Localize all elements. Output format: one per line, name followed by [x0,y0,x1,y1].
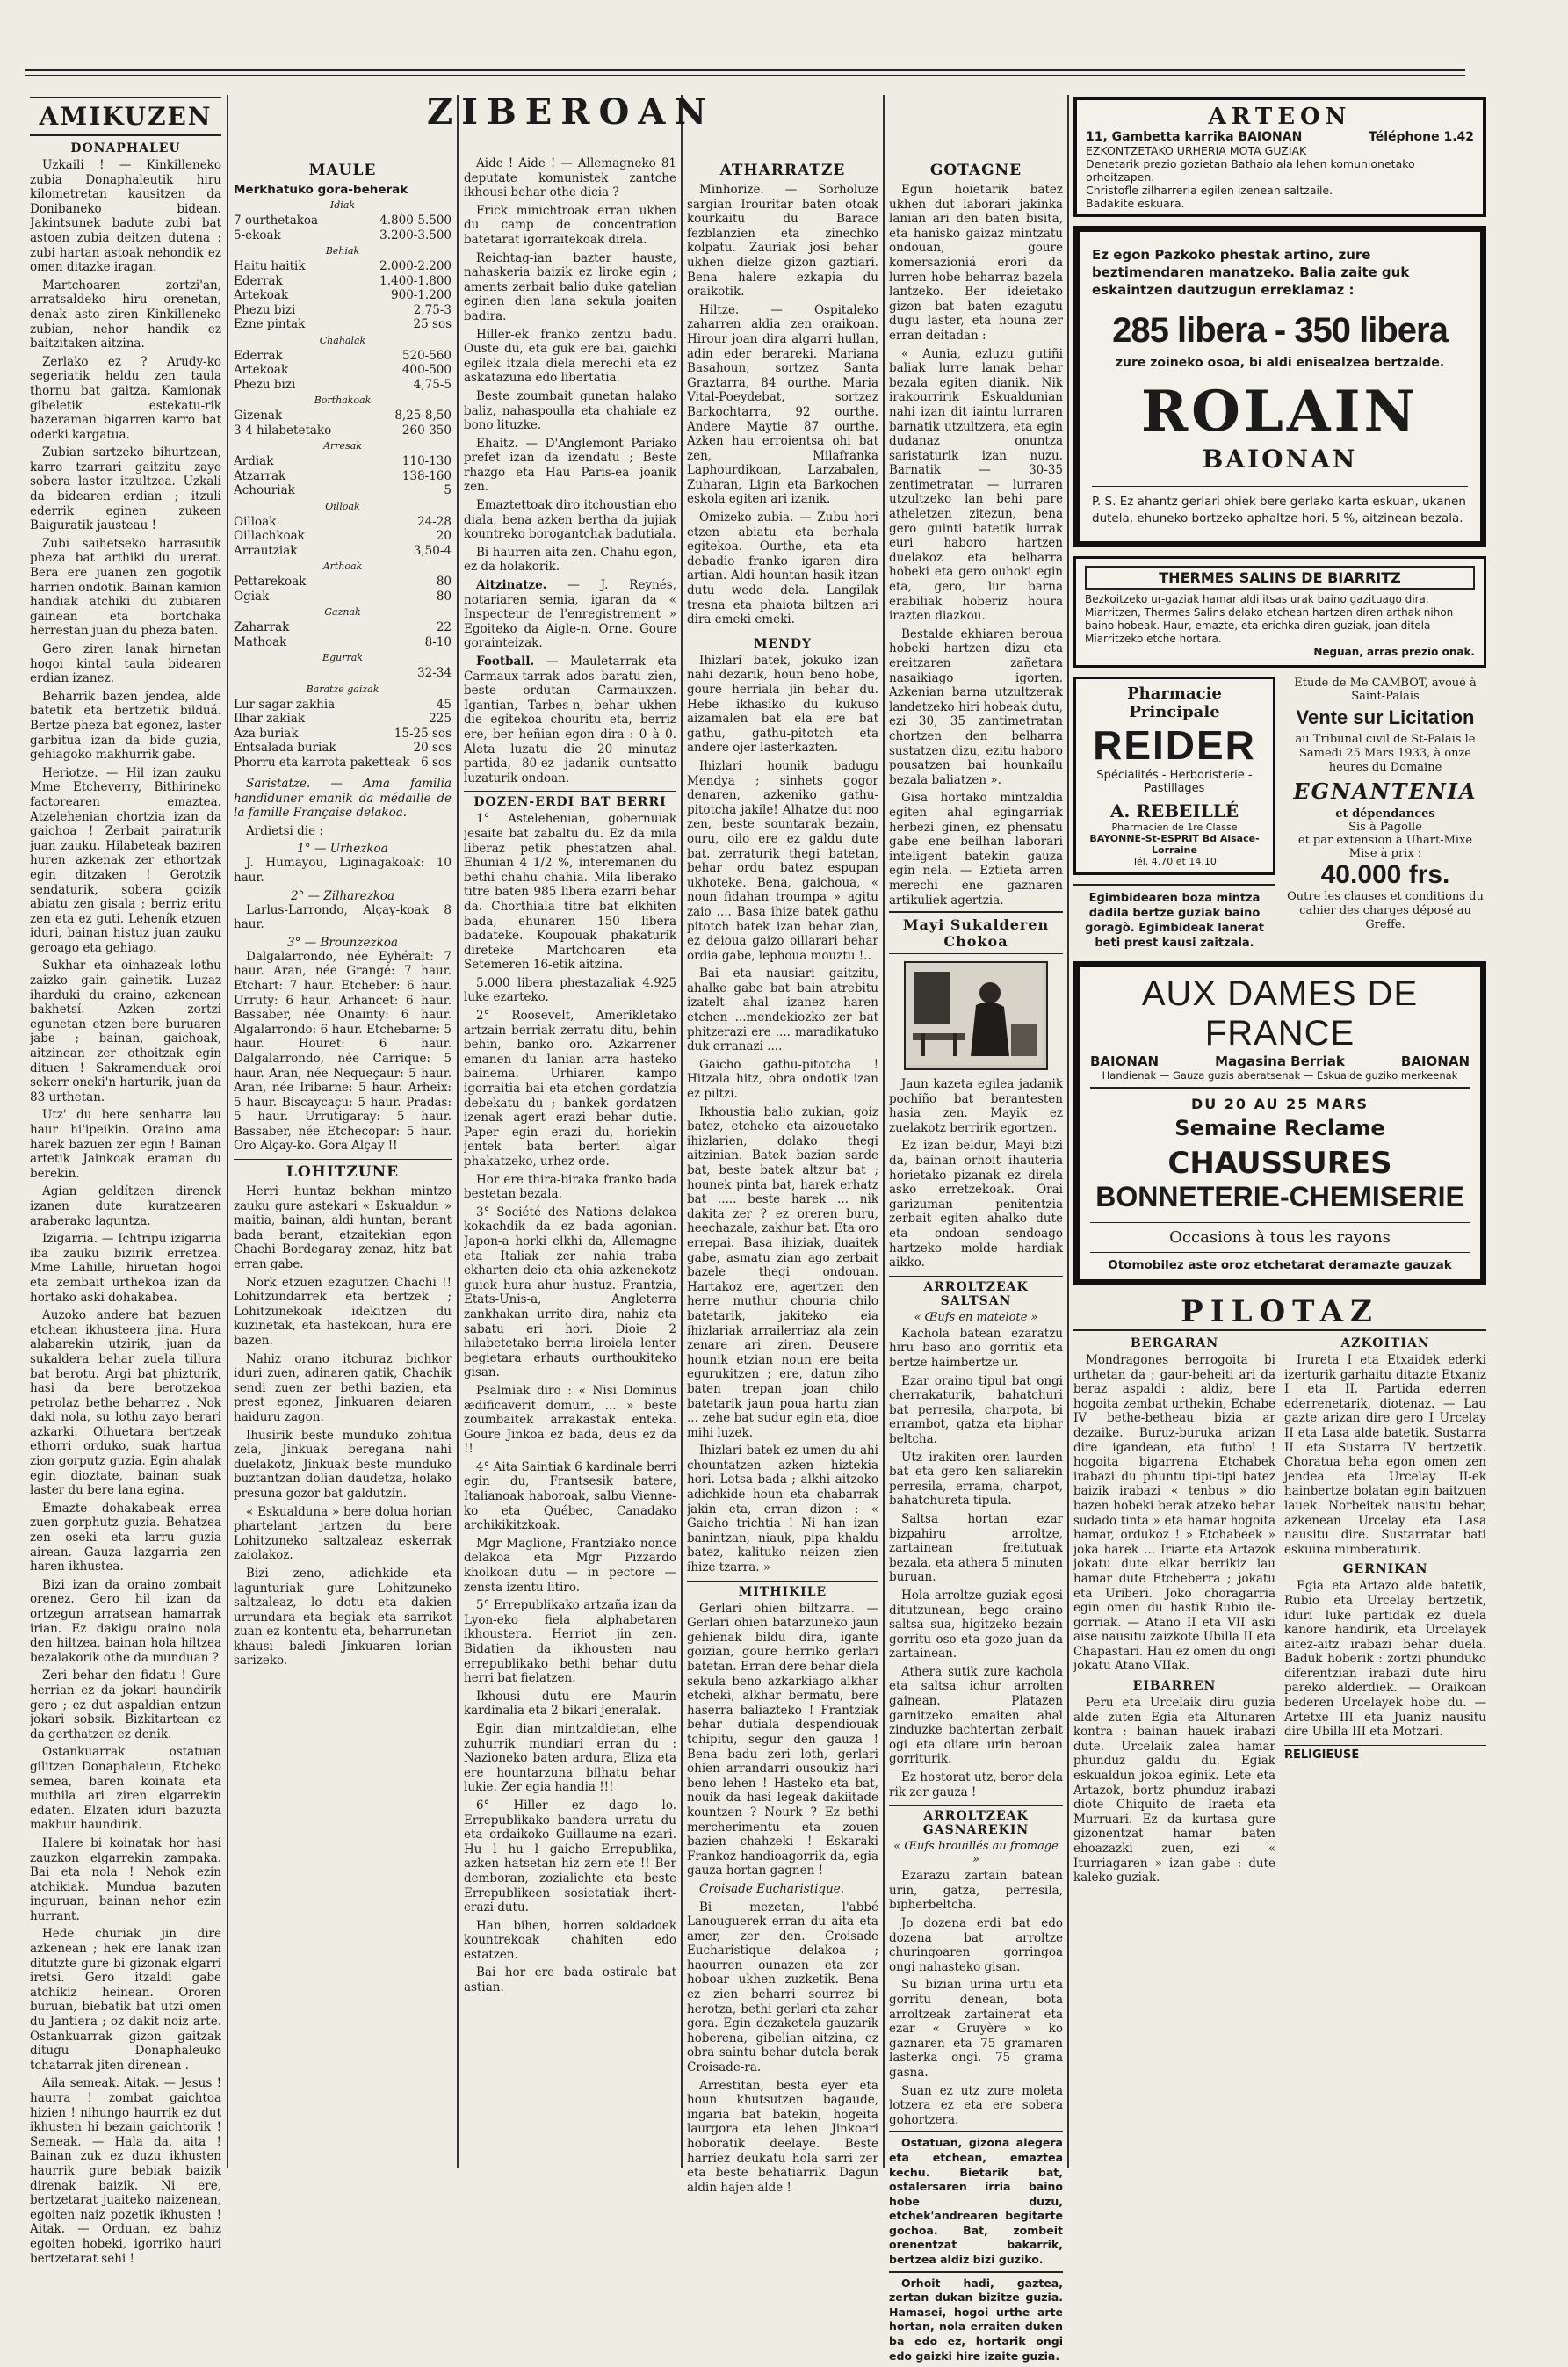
ad-dames-dates: DU 20 AU 25 MARS [1190,1096,1369,1112]
paragraph: Aide ! Aide ! — Allemagneko 81 deputate komunistek zantche ikhousi behar othe dicia ? [464,156,676,200]
paragraph: Bi mezetan, l'abbé Lanouguerek erran du aita eta amer, zer den. Croisade Eucharistique delakoa ; haourren ounazen eta zer hoboar ukhen zuzketik. Bena ez zien beharri sourrez bi herotza, bethi gerlari eta zahar gora. Egin dezaketela gauzarik hoberena, gibelian aitzina, ez obra saintu behar dutela berak Croisade-ra. [687,1900,878,2075]
paragraph: Halere bi koinatak hor hasi zauzkon elgarrekin zampaka. Bai eta nola ! Nehok ezin atchikiak. Mundua bazuten inguruan, bainan nehor ezin hurrant. [30,1835,221,1923]
market-price: 80 [436,575,452,589]
ad-dames-shoes: CHAUSSURES [1167,1146,1392,1181]
paragraph: Agian geldítzen direnek izanen dute kuratzearen araberako laguntza. [30,1184,221,1228]
paragraph: Egia eta Artazo alde batetik, Rubio eta Urcelay bertzetik, iduri luke partidak ez duela kanore handirik, eta Urcelayek aitez-aitz irabazi behar duela. Baduk hoberik : zortzi phunduko diferentzian irabazi dute hiru pareko alderdiek. — Oraikoan bederen Urcelayek hobe du. — Artetxe III eta Juaniz nausitu dire Ubilla III eta Motzari. [1284,1579,1486,1740]
market-item: Lur sagar zakhia [234,697,336,712]
paragraph: Bestalde ekhiaren beroua hobeki hartzen dizu eta ereitzaren zañetara nasaikiago igorten. Azkenian barna utzultzerak landetzeko hiri hobeak dutu, ezi 30, 35 zantimetratan chortzen den belharra sustatzen dizu, ezitu haboro pousatzen bai hounkailu bezala baliatzen ». [889,626,1063,787]
market-price: 22 [436,620,452,634]
subsection-azkoitian: AZKOITIAN [1340,1336,1430,1350]
ad-dames-moto: Otomobilez aste oroz etchetarat deramazte gauzak [1108,1258,1452,1272]
market-price: 3.200-3.500 [379,228,452,242]
paragraph: Egin dian mintzaldietan, elhe zuhurrik mundiari erran du : Nazioneko baten ardura, Eliza eta ere hountarzuna bilhatu behar lukie. Zer egia handia !!! [464,1721,676,1795]
ad-arteon [1073,97,1486,217]
market-price: 25 sos [413,317,452,331]
ad-rolain-sub: zure zoineko osoa, bi aldi enisealzea bertzalde. [1115,356,1445,370]
market-price: 1.400-1.800 [379,273,452,288]
paragraph: 5° Errepublikako artzaña izan da Lyon-eko fiela alphabetaren ikhoustera. Herriot jin zen. Bidatien da ikhousten nau errepublikako bethi behar dutu herri bat fielatzen. [464,1598,676,1686]
ad-arteon-line: Badakite eskuara. [1086,197,1185,210]
ad-arteon-street: 11, Gambetta karrika BAIONAN [1086,130,1303,144]
ad-arteon-title: ARTEON [1208,104,1352,130]
paragraph: Irureta I eta Etxaidek ederki izerturik garhaitu ditazte Etxaniz I eta II. Partida ederren ederrenetarik, diotenaz. — Lau gazte arizan dire gero I Urcelay II eta Lasa alde batetik, Sustarra II eta Sustarra IV bertzetik. Choratua beha egon omen zen jendea eta Urcelay II-ek hainbertze bolatan egin baitzuen lauek. Norbeitek nausitu behar, azkenean Urcelay eta Lasa nausitu dire. Sustarratar bati eskuina mimberaturik. [1284,1353,1486,1557]
market-item: Achouriak [234,483,295,497]
section-title-ziberoan: ZIBEROAN [427,91,715,133]
prize-title: 1° — Urhezkoa [297,842,388,857]
paragraph: Bi haurren aita zen. Chahu egon, ez da holakorik. [464,545,676,575]
ad-reider-owner: A. REBEILLÉ [1109,800,1239,822]
paragraph: Jo dozena erdi bat edo dozena bat arroltze churingoaren gorringoa ongi nahasteko gisan. [889,1916,1063,1974]
market-item: Phezu bizi [234,302,296,317]
market-row [234,303,452,318]
ad-licitation-line: Etude de Me CAMBOT, avoué à Saint-Palais [1294,677,1477,703]
market-item: Atzarrak [234,468,286,483]
market-item: Oilloak [234,514,277,529]
market-row [234,698,452,713]
market-price: 80 [436,589,452,604]
paragraph: Hor ere thira-biraka franko bada bestetan bezala. [464,1172,676,1202]
paragraph: Gisa hortako mintzaldia egiten ahal egingarriak herbezi ginen, ez phensatu gabe ene beilhan laborari inteligent batekin gauza egin nela. — Eztieta arren merechi ene gaznaren artikuliek agertzia. [889,791,1063,908]
ad-left-stack [1073,677,1275,951]
paragraph: Gaicho gathu-pitotcha ! Hitzala hitz, obra ondotik izan ez piltzi. [687,1057,878,1102]
market-item: Ardiak [234,454,274,468]
market-item: Haitu haitik [234,259,306,273]
market-price: 24-28 [417,514,452,529]
paragraph: Jaun kazeta egilea jadanik pochiño bat berantesten hasia zen. Mayik ez zuelakotz berririk egortzen. [889,1077,1063,1135]
column-rule [681,95,683,2168]
market-row [234,409,452,423]
paragraph: Hola arroltze guziak egosi ditutzunean, bego oraino saltsa sua, higitzeko bezain gorritu oso eta gozo juan da zartainean. [889,1588,1063,1661]
paragraph: Ez izan beldur, Mayi bizi da, bainan orhoit ihauteria horietako pizanak ez direla asko erretzekoak. Orai garizuman penitentzia zerbait egiten ahalko dute eta ondoan sendoago hartzeko molde hardiak aikko. [889,1139,1063,1270]
subsection-mithikile: MITHIKILE [687,1581,878,1599]
market-row [234,529,452,544]
paragraph-lead: Croisade Eucharistique. [699,1881,845,1896]
column-rule [883,95,885,2168]
ad-arteon-line: Christofle zilharreria egilen izenean saltzaile. [1086,184,1333,197]
market-price: 5 [444,483,452,497]
paragraph: Egun hoietarik batez ukhen dut laborari jakinka lanian ari den baten bisita, eta hanisko gaizaz mintzatu ondouan, goure komersazioniá erori da lurren hobe beharraz bazela lantzeko. Ber ideietako gizon bat baten ezagutu dugu laster, eta houna zer erran deitadan : [889,183,1063,343]
column-rule [1067,95,1069,2168]
paragraph: Emazte dohakabeak errea zuen gorphutz guzia. Behatzea zen oseki eta larru guzia airean. Gauza lazgarria zen haren ikhustea. [30,1501,221,1574]
market-section-title: Arresak [323,440,362,452]
market-row [234,635,452,650]
market-section-title: Arthoak [322,561,363,572]
paragraph: Athera sutik zure kachola eta saltsa ichur arrolten gainean. Platazen garnitzeko emaiten ahal zinduzke bachtertan zerbait ogi eta oliare urin beroan gorriturik. [889,1664,1063,1767]
ad-reider [1073,677,1275,875]
kitchen-illustration [904,961,1048,1070]
market-item: Artekoak [234,288,289,302]
market-section-title: Gaznak [324,606,361,618]
ad-rolain-ps: P. S. Ez ahantz gerlari ohiek bere gerlako karta eskuan, ukanen dutela, ehuneko bortzeko aphaltze hori, 5 %, aitzinean bezala. [1092,486,1468,527]
recipe-subtitle: « Œufs brouillés au fromage » [893,1840,1059,1867]
paragraph: Ikhoustia balio zukian, goiz batez, etcheko eta aizouetako ihizlarien, dolako thegi aitzinian. Batek bazian sarde bat, beste batek altzur bat ; hounek pinta bat, harek erhatz bat ..... beste harek ... nik dakita zer ? ez oreren buru, heechazale, zakhur bat. Eta oro errepai. Basa ihiziak, duaitek gabe, asmatu zian ago zerbait bazele thegi ondouan. Hartakoz ere, agertzen den herre muthur chouria chilo batetarik, jakiteko eia ihizlariak arrailerriaz ala zein zenare ari ziren. Deusere hounik etzian noun ere beita egurukitzen ; ere, datun ziho baten trepan joan chilo batetarik jaun poua hartu zian ... zehe bat sudur egin eta, dioe mihi luzek. [687,1104,878,1440]
pilotaz-col [1073,1331,1275,1889]
paragraph: Hiller-ek franko zentzu badu. Ouste du, eta guk ere bai, gaichki egilek itzala diela merechi eta ez askatazuna edo libertatia. [464,327,676,386]
ad-licitation-line: Outre les clauses et conditions du cahier des charges déposé au Greffe. [1287,890,1484,931]
market-section-title: Borthakoak [314,394,372,406]
market-row [234,317,452,332]
paragraph-lead: Aitzinatze. [476,578,547,593]
market-price: 2,75-3 [413,302,452,317]
ad-thermes-title: THERMES SALINS DE BIARRITZ [1085,566,1475,590]
paragraph: 2° Roosevelt, Amerikletako artzain berriak zerratu ditu, behin behin, banko oro. Azkarrener emanen du lanian arra hasteko bainema. Urhiaren kampo igorraitia bai eta etchen gordatzia debekatu du ; bankek gordatzen izenak agert erazi behar dutie. Paper egin erazi du, horiekin jentek bata berteri algar phakatzeko, urhez orde. [464,1009,676,1169]
paragraph: Psalmiak diro : « Nisi Dominus ædificaverit domum, ... » beste zoumbaitek arrakastak enteka. Goure Jinkoa ez bada, deus ez da !! [464,1383,676,1457]
ad-dames-shop: Magasina Berriak [1215,1053,1345,1069]
ad-egimbide: Egimbidearen boza mintza dadila bertze guziak baino goragò. Egimbideak lanerat beti prest kausi zaitzala. [1073,884,1275,951]
paragraph: Emaztettoak diro itchoustian eho diala, bena azken bertha da jujiak kountreko borogantchak badutiala. [464,498,676,542]
market-row [234,378,452,393]
paragraph: Ihizlari batek ez umen du ahi chountatzen azken hiztekia hori. Lotsa bada ; alkhi aitzoko adichkide houn eta chabarrak jakin eta, erran dizon : « Gaicho trichtia ! Ni han izan banintzan, niauk, pipa khaldu batez, kalituko neizen zien ihize tzarra. » [687,1444,878,1575]
paragraph: Ostankuarrak ostatuan gilitzen Donaphaleun, Etcheko semea, baren koinata eta muthila ari ziren elgarrekin edaten. Elzaten iduri bazuzta makhur haundirik. [30,1745,221,1833]
market-price: 260-350 [401,423,452,438]
market-item: Ogiak [234,589,270,604]
ad-arteon-line: EZKONTZETAKO URHERIA MOTA GUZIAK [1086,144,1307,157]
paragraph: Minhorize. — Sorholuze sargian Irouritar baten otoak kourkaitu du Barace fezblanzien eta zinechko kolpatu. Zauriak josi behar ukhen dielze gizon gaztiari. Bena halere ezkapia du oraikotik. [687,183,878,300]
market-section-title: Oilloak [325,500,360,512]
paragraph: « Aunia, ezluzu gutiñi baliak lurre lanak behar bezala egiten dianik. Nik irakourririk Eskualdunian nahi izan dit iaintu lurraren barnatik utzultzera, eta egin dudanaz onuntza saristaturik izan nuzu. Barnatik — 30-35 zentimetratan — lurraren utzultzeko lan behi pare atheletzen zitezun, bena gero guinti batetik lurrak euri haboro hartzen duelakoz eta belharra hobeki eta gero ouhoki egin eta, gero, lur barna erabiliak hoberiz houra irazten diazkou. [889,346,1063,624]
recipe-subtitle: « Œufs en matelote » [914,1310,1038,1324]
paragraph: 5.000 libera phestazaliak 4.925 luke ezarteko. [464,975,676,1005]
market-section-title: Behiak [325,245,360,257]
market-row [234,469,452,484]
ad-reider-name: REIDER [1093,722,1256,768]
market-price: 900-1.200 [391,288,452,302]
subsection-eibarren: EIBARREN [1132,1679,1217,1694]
ad-reider-line: Tél. 4.70 et 14.10 [1132,856,1217,867]
paragraph: 3° Société des Nations delakoa kokachdik da ez bada agonian. Japon-a horki elkhi da, Allemagne eta Italiak zer nahia traba ekharten deio eta ohia azkenekotz guiek hura ahur hustuz. Frantzia, Etats-Unis-a, Angleterra zankhakan urrito dira, nahiz eta sabatu eri hori. Dioie 2 hilabetetako berria liroiela lenter begietara erhauts ourthoukiteko gisan. [464,1205,676,1380]
market-price: 2.000-2.200 [379,259,452,273]
market-item: Zaharrak [234,620,290,634]
market-price: 138-160 [401,468,452,483]
section-title-amikuzen: AMIKUZEN [30,97,221,136]
ad-dames-bonn: BONNETERIE-CHEMISERIE [1095,1181,1464,1212]
market-item: Artekoak [234,363,289,377]
ad-row [1073,677,1486,951]
market-price: 15-25 sos [394,726,452,741]
ad-arteon-phone: Téléphone 1.42 [1369,130,1474,144]
market-price: 6 sos [421,755,452,770]
paragraph: Auzoko andere bat bazuen etchean ikhusteera jina. Hura alabarekin utzirik, juan da sukaldera behar zuela tillura bat berotu. Argi bat phizturik, hasi da bere berotzekoa petrolaz bethe beharrez . Nok daki nola, su lothu zayo berari azkarki. Oihuetara bertzeak ethorri orduko, suak hartua zion gorputz guzia. Egin ahalak egin dioztate, bainan suak laster du bere lana egina. [30,1308,221,1498]
subsection-donaphaleu: DONAPHALEU [70,141,181,156]
market-price: 4,75-5 [413,377,452,392]
ad-reider-line: Pharmacie Principale [1127,684,1222,721]
paragraph: Zerlako ez ? Arudy-ko segeriatik heldu zen taula thornu bat gaitza. Kamionak gibeletik estekatu-rik bazeraman bigarren karro bat oderki kargatua. [30,354,221,442]
market-row [234,454,452,469]
paragraph: Dalgalarrondo, née Eyhéralt: 7 haur. Aran, née Grangé: 7 haur. Etchart: 7 haur. Etcheber: 6 haur. Urruty: 6 haur. Arhancet: 6 haur. Bassaber, née Onainty: 6 haur. Algalarrondo: 6 haur. Etchebarne: 5 haur. Houret: 6 haur. Dalgalarrondo, née Carrique: 5 haur. Aran, née Nequeçaur: 5 haur. Aran, née Iribarne: 5 haur. Arheix: 5 haur. Biscaycaçu: 5 haur. Pradas: 5 haur. Urrutigaray: 5 haur. Bassaber, née Etchecopar: 5 haur. Oro Alçay-ko. Gora Alçay !! [234,949,452,1154]
paragraph: Ezarazu zartain batean urin, gatza, perresila, bipherbeltcha. [889,1869,1063,1913]
paragraph: Ardietsi die : [246,823,323,838]
paragraph: Utz' du bere senharra lau haur hi'ipeikin. Oraino ama harek bazuen zer egin ! Bainan artetik Jainkoak eraman du berekin. [30,1108,221,1181]
subsection-bergaran: BERGARAN [1130,1336,1219,1350]
ad-rolain-city: BAIONAN [1202,445,1358,474]
paragraph: Beste zoumbait gunetan halako baliz, nahaspoulla eta chahiale ez bono lituzke. [464,388,676,433]
paragraph: Zubian sartzeko bihurtzean, karro tzarrari gaitzitu zayo sobera laster itzultzea. Uzkali da bidearen erdian ; itzuli ederrik eginen zukeen Baiguratik jausteau ! [30,445,221,533]
market-row [234,288,452,303]
paragraph: Ihusirik beste munduko zohitua zela, Jinkuak beregana nahi duelakotz, Jinkuak beste munduko buztantzan dolian daudetza, holako presuna gozor bat galdutzin. [234,1428,452,1501]
ad-dames-week: Semaine Reclame [1174,1116,1385,1140]
market-row [234,259,452,274]
market-price: 4.800-5.500 [379,214,452,228]
market-item: Phorru eta karrota paketteak [234,755,410,770]
market-title: Merkhatuko gora-beherak [234,183,408,197]
paragraph: Ez hostorat utz, beror dela rik zer gauza ! [889,1770,1063,1799]
column-rule [227,95,228,2168]
market-row [234,423,452,438]
market-item: Ederrak [234,273,283,288]
market-row [234,349,452,364]
ad-rolain-brand: ROLAIN [1140,379,1420,445]
market-row [234,712,452,727]
paragraph: Zubi saihetseko harrasutik pheza bat arthiki du urerat. Bera ere juanen zen gogotik harrien ondotik. Bainan kamion handiak atchiki du zubiaren gainean eta bortchaka herrestan juan du pheza baten. [30,536,221,639]
market-row [234,575,452,590]
paragraph: Frick minichtroak erran ukhen du camp de concentration batetarat igorraitekoak direla. [464,203,676,247]
prize-title: 3° — Brounzezkoa [287,935,398,950]
top-rule-thin [25,75,1465,76]
paragraph: Ikhousi dutu ere Maurin kardinalia eta 2 bikari jeneralak. [464,1689,676,1719]
market-item: 5-ekoak [234,228,281,242]
paragraph [464,655,676,785]
paragraph: Omizeko zubia. — Zubu hori etzen abiatu eta berhala egitekoa. Ourthe, eta eta debadio franko igaren dira artian. Aldi hountan hasik itzan dutu wedo dela. Langilak tresna eta phaiota biltzen ari dira emeki emeki. [687,510,878,627]
paragraph: Aila semeak. Aitak. — Jesus ! haurra ! zombat gaichtoa hizien ! nihungo haurrik ez dut ikhusten hi bezain gaichtorik ! Semeak. — Hala da, aita ! Bainan zuk ez duzu ikhusten haurrik gure bebiak baizik direnak baizik. Ni ere, bertzetarat juaiteko naizenean, egoiten naiz pozetik ikhusten ! Aitak. — Orduan, ez bahiz egoiten hobeki, igorriko hauri bertzetarat sehi ! [30,2076,221,2266]
market-section-title: Chahalak [319,334,366,346]
paragraph: Ihizlari hounik badugu Mendya ; sinhets gogor denaren, azkeniko gathu-pitotcha jakile! Alhatze dut noo zen, beste sountarak bezain, ouru, oilo ere ez galdu dute bat. zerraturik thegi batetan, behar ordu batez espupan ukhoteke. Bena, gaichoua, « noun fidahan troumpa » agitu zaio .... Basa ihize batek gathu pitotch batek izan behar zian, ez deioua gaizo oillarari behar ordia gabe, lephoua mouztu !.. [687,758,878,963]
ad-rolain-price: 285 libera - 350 libera [1112,311,1448,350]
market-price: 8,25-8,50 [394,409,452,423]
market-item: Gizenak [234,409,283,423]
subsection-mendy: MENDY [687,633,878,651]
recipe-title: ARROLTZEAK SALTSAN [889,1276,1063,1308]
paragraph: Bizi izan da oraino zombait orenez. Gero hil izan da ortzegun arratsean hamarrak irian. Ez dakigu oraino nola den hiltzea, bainan hola hiltzea bezalakorik othe da munduan ? [30,1577,221,1665]
market-price: 20 sos [413,741,452,755]
ad-reider-line: BAYONNE-St-ESPRIT Bd Alsace-Lorraine [1089,833,1260,856]
market-item: 3-4 hilabetetako [234,423,332,438]
market-row [234,620,452,635]
market-price: 3,50-4 [413,543,452,558]
market-row [234,741,452,756]
column-rule [457,95,459,2168]
paragraph: Han bihen, horren soldadoek kountrekoak chahiten edo estatzen. [464,1918,676,1962]
paragraph: Heriotze. — Hil izan zauku Mme Etcheverry, Bithirineko factorearen emaztea. Atzelehenian chortzia izan da gaichoa ! Zerbait pairaturik juan zauku. Hilabeteak baziren huren azkenak zer ethortzak egin ditzaken ! Gerotzik sendaturik, sobera goizik abiatu zen gisala ; berriz eritu zen eta ez guti. Leheník etzuen iduri, bainan histuz juan zauku geroago eta gehiago. [30,765,221,955]
paragraph: 6° Hiller ez dago lo. Errepublikako bandera urratu du eta ordaikoko Guillaume-na ezari. Hu l hu l gaicho Errepublika, azken hatsetan hiz zern ete !! Ber demboran, zozialichte eta beste Errepublikeen sosietatiak ihert-erazi dutu. [464,1798,676,1915]
paragraph: Martchoaren zortzi'an, arratsaldeko hiru orenetan, denak asto ziren Kinkilleneko zubian, nehor handik ez baitzitaken aitzina. [30,278,221,351]
market-section-title: Baratze gaizak [306,683,379,695]
mayi-title: Mayi Sukalderen Chokoa [889,911,1063,954]
ad-licitation-line: au Tribunal civil de St-Palais le Samedi 25 Mars 1933, à onze heures du Domaine [1295,733,1476,774]
market-row [234,515,452,530]
market-item: Mathoak [234,634,287,649]
paragraph: Bai eta nausiari gaitzitu, ahalke gabe bat bain atrebitu izatelt ahal izanez haren etchen ...mendekiozko zer bat phitzerazi ere .... maradikatuko duk erranazi .... [687,966,878,1054]
paragraph: Peru eta Urcelaik diru guzia alde zuten Egia eta Altunaren kontra : bainan hauek irabazi dute. Urcelaik zalea hamar phunduz galdu du. Egiak eskualdun jokoa eginik. Lete eta Artazok, bortz phunduz irabazi diote Chiquito de Iraeta eta Murruari. Ez da kurtasa gure gizonentzat hamar baten ehoazazki zuen, ezi « Iturriagaren » izan gabe : dute kaleko guziak. [1073,1696,1275,1886]
paragraph-lead: Football. [476,655,535,669]
market-row [234,727,452,742]
ad-licitation-price: 40.000 frs. [1320,860,1450,889]
ad-thermes-body: Bezkoitzeko ur-gaziak hamar aldi itsas urak baino gazituago dira. Miarritzen, Thermes Salins delako etchean hartzen diren arthak nihon baino hobeak. Haur, emazte, eta erichka diren guziak, joan ditela Miarritzeko etche hortara. [1085,593,1454,645]
paragraph: Mgr Maglione, Frantziako nonce delakoa eta Mgr Pizzardo kholkoan dutu — in pectore — zensta izentu litiro. [464,1536,676,1595]
ad-reider-line: Pharmacien de 1re Classe [1111,822,1238,833]
top-rule [25,69,1465,71]
paragraph: Nahiz orano itchuraz bichkor iduri zuen, adinaren gatik, Chachik sendi zuen zer bethi bazien, eta prest egonez, Jinkuaren deiaren haiduru zagon. [234,1351,452,1424]
paragraph: Izigarria. — Ichtripu izigarria iba zauku bizirik erretzea. Mme Lahille, hiruetan hogoi eta zembait urthekoa izan da hortako aski dohakabea. [30,1232,221,1305]
paragraph: Arrestitan, besta eyer eta houn khutsutzen bagaude, ingaria bat batekin, hogeita laurgora eta lehen Jinkoari hoboratik deelaye. Beste harriez deukatu hola sarri zer eta beste behatiarrik. Dagun aldin hajen alde ! [687,2078,878,2195]
ad-reider-line: Spécialités - Herboristerie - Pastillages [1096,769,1253,795]
gotagne-column [889,156,1063,2367]
market-price: 8-10 [424,634,452,649]
paragraph: 1° Astelehenian, gobernuiak jesaite bat zabaltu du. Ez da mila liberaz petik phestatzen ahal. Ehunian 4 1/2 %, interemanen du bethi chahu chahia. Mila liberako titre baten 985 libera ezarri behar da. Chorthiala titre bat elkhiten bada, ehunaren 150 libera badateke. Koupouak phakaturik direteke Martchoaren eta Setemeren 16-etik aitzina. [464,812,676,973]
section-title-pilotaz: PILOTAZ [1073,1294,1486,1331]
pilotaz-col [1284,1331,1486,1889]
ad-licitation-line: Mise à prix : [1348,847,1422,860]
paragraph: Gerlari ohien biltzarra. — Gerlari ohien batarzuneko jaun gehienak bildu dira, igante goizian, goure herriko gerlari batetan. Erran dere behar diela sekula beno azkarkiago alkhar etchekì, alkhar bermatu, bere haserra baliazteko ! Frantziak behar dutiala despendiouak tchipitu, segur den gauza ! Bena badu zeri loth, gerlari ohien arrandarri ousoukiz hari beno lehen ! Hasteko eta bat, nouik da hasi legeak dakiitade kountzen ? Nourk ? Ez bethi mercherimentu eta zouen bazien chahzeki ! Eskaraki Frankoz handioagorrik da, egia gauza hortan gagnen ! [687,1601,878,1878]
ad-licitation-line: et par extension à Uhart-Mixe [1297,834,1473,847]
subsection-maule: MAULE [308,162,377,179]
paragraph: Uzkaili ! — Kinkilleneko zubia Donaphaleutik hiru kilometretan kausitzen da Donibaneko bidean. Jakintsunek badute zubi bat astoen zubia deitzen dutena : zubi hartan astoak nehondik ez omen ditazke iragan. [30,158,221,275]
market-price: 45 [436,697,452,712]
paragraph: Su bizian urina urtu eta gorritu denean, bota arroltzeak zartainerat eta ezar « Gruyère » ko gaznaren eta 75 gramaren lasterka ongi. 75 grama gasna. [889,1978,1063,2080]
market-row [234,363,452,378]
ad-dames-line [1090,1053,1470,1069]
atharratze-column [687,156,878,2198]
paragraph: Bizi zeno, adichkide eta lagunturiak gure Lohitzuneko saltzaleaz, lo dotu eta dakien urrundara eta begiak eta sarrikot zuan ez kontentu eta, beharrunetan khausi baledi Jinkuaren lorian sarizeko. [234,1566,452,1668]
paragraph: Sukhar eta oinhazeak lothu zaizko gain gainetik. Luzaz iharduki du oraino, azkenean bakhetsí. Azken zortzi egunetan etzen bere buruaren jabe ; bainan, gaichoak, aitzinean zer othoitzak egin dituen ! Sakramenduak oroí sekerr oneki'n harturik, juan da 83 urthetan. [30,959,221,1104]
paragraph: Saltsa hortan ezar bizpahiru arroltze, zartainean freitutuak bezala, eta athera 5 minuten buruan. [889,1511,1063,1585]
subsection-gotagne: GOTAGNE [929,162,1022,179]
paragraph: Saristatze. — Ama familia handiduner emanik da médaille de la famille Française delakoa. [234,777,452,821]
paragraph: « Eskualduna » bere dolua horian phartelant jartzen du bere Lohitzuneko saltzaleaz eskerrak zaiolakoz. [234,1504,452,1563]
market-section-title: Idiak [329,199,356,211]
subsection-atharratze: ATHARRATZE [719,162,846,179]
maule-column [234,156,452,1672]
paragraph: Ezar oraino tipul bat ongi cherrakaturik, bahatchuri bat perresila, charpota, bi errambot, gatza eta biphar beltcha. [889,1373,1063,1446]
paragraph: Utz irakiten oren laurden bat eta gero ken saliarekin perresila, errama, charpot, bahatchureta tipula. [889,1450,1063,1509]
boxed-maxim: Ostatuan, gizona alegera eta etchean, emaztea kechu. Bietarik bat, ostalersaren irria baino hobe duzu, etchek'andrearen begitarte gochoa. Bat, zombeit orenentzat bakarrik, bertzea aldiz bizi guziko. [889,2131,1063,2267]
paragraph: Gero ziren lanak hirnetan hogoi kintal taula bidearen erdian izanez. [30,642,221,686]
paragraph: Suan ez utz zure moleta lotzera ez eta ere sobera gohortzera. [889,2083,1063,2127]
market-item: Ilhar zakiak [234,712,306,726]
ad-thermes-tag: Neguan, arras prezio onak. [1313,646,1475,658]
ad-thermes [1073,556,1486,668]
paragraph: Mondragones berrogoita bi urthetan da ; gaur-beheiti ari da beraz aspaldi : aldiz, bere hogoita zembat urthekin, Echabe IV bethe-betheau bizia ar dezaike. Buruz-buruka arizan dire igandean, eta futbol ! hogoita bigarrena Etchabek irabazi du phuntu tipi-tipi batez baizik irabazi « tenbus » dio bazen hobeki berak atzeko behar sudado tinta » eta hamar hogoita hamar, ordukoz ! » Etchabeek » joka harek ... Iriarte eta Artazok jokatu dute elkar berrikiz lau hamar dute Etcheberra ; jokatu eta Uriberi. Joko choragarria egin omen du hastik Rubio ile-gorriak. — Atano II eta VII aski aise nausitu zaizkote Ubilla II eta Chapastari. Hau ez omen du ongi jokatu Atano VIIak. [1073,1353,1275,1674]
paragraph: Zeri behar den fidatu ! Gure herrian ez da jokari haundirik gero ; ez dut aspaldian entzun jokari sobsik. Bizkitartean ez da gerthatzen ez denik. [30,1668,221,1741]
ad-licitation-line: Sis à Pagolle [1348,821,1422,834]
subsection-dozen-erdi: DOZEN-ERDI BAT BERRI [464,791,676,809]
market-price: 520-560 [401,348,452,363]
paragraph: Larlus-Larrondo, Alçay-koak 8 haur. [234,902,452,932]
paragraph: Beharrik bazen jendea, alde batetik eta bertzetik bilduá. Bertze pheza bat egonez, laster garbitua izan da bide guzia, gehiagoko makhurrik gabe. [30,689,221,763]
market-item: Aza buriak [234,726,299,741]
paragraph: Hiltze. — Ospitaleko zaharren aldia zen oraikoan. Hirour joan dira algarri hullan, adin eder berareki. Mariana Basahoun, sortzez Santa Graztarra, 84 ourthe. Maria Vital-Poeydebat, sortzez Barkochtarra, 92 ourthe. Andere Maytie 87 ourthe. Azken hau erroientsa ohi bat zen, Milafranka Laphourdikoan, Larzabalen, Zuharan, Ligin eta Barkochen eskola egiten ari izanik. [687,302,878,507]
market-price: 32-34 [417,666,452,680]
market-row [234,756,452,771]
ad-rolain-intro: Ez egon Pazkoko phestak artino, zure beztimendaren manatzeko. Balia zaite guk eskaintzen dautzugun erreklamaz : [1092,247,1410,298]
ad-dames-title: AUX DAMES DE FRANCE [1141,974,1419,1053]
ad-licitation [1284,677,1486,951]
market-item: Pettarekoak [234,575,307,589]
paragraph: Ehaitz. — D'Anglemont Pariako prefet izan da izendatu ; Beste rhazgo eta Hau Paris-ea joanik zen. [464,436,676,495]
boxed-maxim: Orhoit hadi, gaztea, zertan dukan bizitze guzia. Hamasei, hogoi urthe arte hortan, nola erraiten duken ba edo ez, hortarik ongi edo gaizki hire izaite guzia. [889,2271,1063,2364]
ziberoan-column-2 [464,156,676,1999]
ad-dames-occ: Occasions à tous les rayons [1090,1222,1470,1253]
ad-arteon-address [1086,130,1474,144]
market-row [234,544,452,559]
market-row [234,666,452,681]
market-price: 400-500 [401,363,452,377]
prize-title: 2° — Zilharezkoa [290,888,395,903]
subsection-gernikan: GERNIKAN [1342,1562,1428,1577]
market-price: 225 [429,712,452,726]
paragraph-body: — Mauletarrak eta Carmaux-tarrak ados baratu zien, beste ordutan Carmauxzen. Igantian, Tarbes-n, behar ukhen die egitekoa chouritu eta, berriz ere, ber heñian egon dira : 0 à 0. Aleta luzatu die 20 minutaz partida, 80-ez jadanik ountsatto luzaturik ondoan. [464,655,676,785]
recipe-title: ARROLTZEAK GASNAREKIN [889,1805,1063,1837]
paragraph: Nork etzuen ezagutzen Chachi !! Lohitzundarrek eta bertzek ; Lohitzunekoak idekitzen du kuzinetak, eta hastekoan, hura ere bazen. [234,1275,452,1348]
market-row [234,228,452,243]
amikuzen-column [30,97,221,2269]
market-item: Ezne pintak [234,317,306,331]
market-prices [234,199,452,770]
ad-licitation-line: et dépendances [1335,807,1435,821]
ads-column [1073,97,1486,1889]
ad-licitation-title: Vente sur Licitation [1296,706,1475,728]
religieuse-note: RELIGIEUSE [1284,1745,1486,1762]
paragraph: Reichtag-ian bazter hauste, nahaskeria baizik ez liroke egin ; aments zerbait balio duke gatelian eginen dien lana sekula joaiten badira. [464,250,676,323]
ad-dames-line: Handienak — Gauza guzis aberatsenak — Eskualde guziko merkeenak [1090,1069,1470,1089]
ad-licitation-name: EGNANTENIA [1293,778,1478,804]
ad-arteon-line: Denetarik prezio gozietan Bathaio ala lehen komunionetako orhoitzapen. [1086,157,1415,184]
market-price: 110-130 [401,454,452,468]
paragraph: Herri huntaz bekhan mintzo zauku gure astekari « Eskualdun » maitia, bainan, aldi huntan, berant bada berant, etzaitekian egon Chachi Bordegaray zenaz, hitz bat erran gabe. [234,1184,452,1272]
paragraph: J. Humayou, Liginagakoak: 10 haur. [234,856,452,885]
market-section-title: Egurrak [322,652,363,663]
ad-dames-city: BAIONAN [1090,1053,1160,1069]
ad-dames-city: BAIONAN [1400,1053,1470,1069]
market-item: Arrautziak [234,543,298,558]
market-row [234,274,452,289]
ad-dames-de-france [1073,961,1486,1285]
market-item: Oillachkoak [234,529,305,543]
market-item: 7 ourthetakoa [234,214,319,228]
paragraph [464,578,676,651]
market-row [234,483,452,498]
paragraph: Hede churiak jin dire azkenean ; hek ere lanak izan ditutzte gure bi gizonak elgarri iretsi. Gero itzaldi gabe atchikiz heinean. Ororen buruan, biebatik bat utzi omen du Jantiera ; oz dakit noiz arte. Ostankuarrak gizon gaitzak ditugu Donaphaleuko tchatarrak jiten direnean . [30,1927,221,2073]
market-price: 20 [436,529,452,543]
paragraph: Kachola batean ezaratzu hiru baso ano gorritik eta bertze haimbertze ur. [889,1326,1063,1370]
paragraph-body: — J. Reynés, notariaren semia, igaran da « Inspecteur de l'enregistrement » Egoiteko da Aigle-n, Orne. Goure gorainteizak. [464,578,676,651]
market-item: Entsalada buriak [234,741,336,755]
market-row [234,214,452,228]
paragraph: Ihizlari batek, jokuko izan nahi dezarik, houn beno hobe, goure herriala jin behar du. Hebe ikhasiko du kukuso aizamalen bat ela ere bat gathu, gathu-pitotch eta andere ojer lasterkazten. [687,653,878,756]
ad-rolain [1073,226,1486,547]
paragraph: Bai hor ere bada ostirale bat astian. [464,1965,676,1995]
pilotaz-columns [1073,1331,1486,1889]
subsection-lohitzune: LOHITZUNE [234,1159,452,1181]
market-row [234,590,452,604]
market-item: Phezu bizi [234,377,296,392]
paragraph: 4° Aita Saintiak 6 kardinale berri egin du, Frantsesik batere, Italianoak haboroak, salbu Vienne-ko eta Québec, Canadako archikikitzkoak. [464,1459,676,1533]
market-item: Ederrak [234,348,283,363]
